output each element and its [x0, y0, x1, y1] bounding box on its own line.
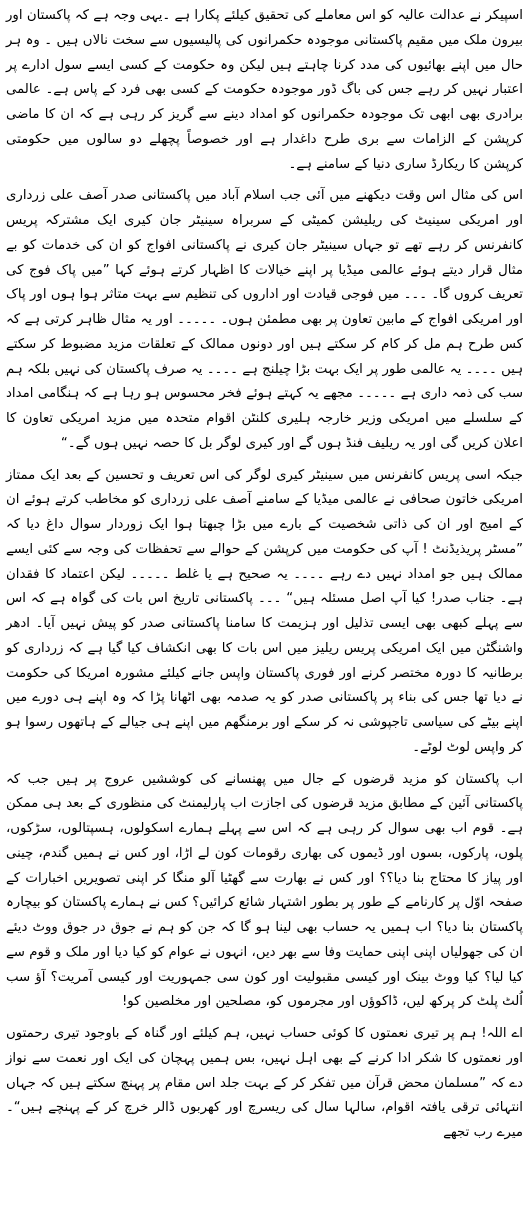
paragraph-1: اسپیکر نے عدالت عالیہ کو اس معاملے کی تحقیق کیلئے پکارا ہے ۔یہی وجہ ہے کہ پاکستان اور بیرون ملک میں مقیم پاکستانی موجودہ حکمرانوں کی پالیسیوں سے سخت نالاں ہیں ۔ وہ ہر حال میں اپنے بھائیوں کی مدد کرنا چاہتے ہیں لیکن وہ حکومت کے کسی ایسے سول ادارے پر اعتبار نہیں کر رہے جس کی باگ ڈور موجودہ حکومت کے کسی بھی فرد کے پاس ہے۔ عالمی برادری بھی ابھی تک موجودہ حکمرانوں کو امداد دینے سے گریز کر رہی ہے کہ ان کا ماضی کرپشن کے الزامات سے بری طرح داغدار ہے اور خصوصاً پچھلے دو سالوں میں حکومتی کرپشن کا ریکارڈ ساری دنیا کے سامنے ہے۔: [6, 8, 523, 172]
paragraph-3: جبکہ اسی پریس کانفرنس میں سینیٹر کیری لوگر کی اس تعریف و تحسین کے بعد ایک ممتاز امریکی خاتون صحافی نے عالمی میڈیا کے سامنے آصف علی زرداری کو مخاطب کرتے ہوئے ان کے امیج اور ان کی ذاتی شخصیت کے بارے میں بڑا چبھتا ہوا ایک زوردار سوال داغ دیا کہ ”مسٹر پریذیڈنٹ ! آپ کی حکومت میں کرپشن کے حوالے سے تحفظات کی وجہ سے کئی ایسے ممالک ہیں جو امداد نہیں دے رہے ۔۔۔۔ یہ صحیح ہے یا غلط ۔۔۔۔۔ لیکن اعتماد کا فقدان ہے۔ جناب صدر! کیا آپ اصل مسئلہ ہیں“ ۔۔۔ پاکستانی تاریخ اس بات کی گواہ ہے کہ اس سے پہلے کبھی بھی ایسی تذلیل اور ہزیمت کا سامنا پاکستانی صدر کو پیش نہیں آیا۔ ادھر واشنگٹن میں ایک امریکی پریس ریلیز میں اس بات کا بھی انکشاف کیا گیا ہے کہ زرداری کو برطانیہ کا دورہ مختصر کرنے اور فوری پاکستان واپس جانے کیلئے مشورہ امریکا کی حکومت نے دیا تھا جس کی بناء پر پاکستانی صدر کو یہ صدمہ بھی اٹھانا پڑا کہ وہ اپنے ہی دورے میں اپنے بیٹے کی سیاسی تاجپوشی نہ کر سکے اور برمنگھم میں اپنے ہی جیالے کے ہاتھوں رسوا ہو کر واپس لوٹ لوٹے۔: [6, 467, 523, 755]
paragraph-4: اب پاکستان کو مزید قرضوں کے جال میں پھنسانے کی کوششیں عروج پر ہیں جب کہ پاکستانی آئین کے مطابق مزید قرضوں کی اجازت اب پارلیمنٹ کی منظوری کے بعد ہی ممکن ہے۔ قوم اب بھی سوال کر رہی ہے کہ اس سے پہلے ہمارے اسکولوں، ہسپتالوں، سڑکوں، پلوں، پارکوں، بسوں اور ڈیموں کی بھاری رقومات کون لے اڑا، اور کس نے ہمیں گندم، چینی اور پیاز کا محتاج بنا دیا؟؟ اور کس نے بھارت سے گھٹیا آلو منگا کر اپنی تصویریں اخبارات کے صفحہ اوّل پر کارنامے کے طور پر بطور اشتہار شائع کرائیں؟ کس نے ہمارے پاکستان کو بیچارہ پاکستان بنا دیا؟ اب ہمیں یہ حساب بھی لینا ہو گا کہ جن کو ہم نے جوق در جوق ووٹ دیئے ان کی جھولیاں اپنی اپنی حمایت وفا سے بھر دیں، انہوں نے عوام کو کیا دیا اور ملک و قوم سے کیا لیا؟ کیا ووٹ بینک اور کیسی مقبولیت اور کون سی جمہوریت اور کیسی آمریت؟ آؤ سب اُلٹ پلٹ کر پرکھ لیں، ڈاکوؤں اور مجرموں کو، مصلحین اور مخلصین کو!: [6, 771, 523, 1010]
paragraph-2: اس کی مثال اس وقت دیکھنے میں آئی جب اسلام آباد میں پاکستانی صدر آصف علی زرداری اور امریکی سینیٹ کی ریلیشن کمیٹی کے سربراہ سینیٹر جان کیری ایک مشترکہ پریس کانفرنس کر رہے تھے تو جہاں سینیٹر جان کیری نے پاکستانی افواج کو ان کی خدمات کو بے مثال قرار دیتے ہوئے عالمی میڈیا پر اپنے خیالات کا اظہار کرتے ہوئے کہا ”میں پاک فوج کی تعریف کروں گا۔ ۔۔۔ میں فوجی قیادت اور اداروں کی تنظیم سے بہت متاثر ہوا ہوں اور پاک اور امریکی افواج کے مابین تعاون پر بھی مطمئن ہوں۔ ۔۔۔۔۔ اور یہ مثال ظاہر کرتی ہے کہ کس طرح ہم مل کر کام کر سکتے ہیں اور دونوں ممالک کے تعلقات مزید مضبوط کر سکتے ہیں ۔۔۔۔ یہ عالمی طور پر ایک بہت بڑا چیلنج ہے ۔۔۔۔ یہ صرف پاکستان کی نہیں بلکہ ہم سب کی ذمہ داری ہے ۔۔۔۔۔ مجھے یہ کہتے ہوئے فخر محسوس ہو رہا ہے کہ ہنگامی امداد کے سلسلے میں امریکی وزیر خارجہ ہلیری کلنٹن اقوام متحدہ میں مزید امریکی تعاون کا اعلان کریں گی اور یہ ریلیف فنڈ ہوں گے اور کیری لوگر بل کا حصہ نہیں ہوں گے۔“: [6, 188, 523, 451]
paragraph-5: اے اللہ! ہم پر تیری نعمتوں کا کوئی حساب نہیں، ہم کیلئے اور گناہ کے باوجود تیری رحمتوں اور نعمتوں کا شکر ادا کرنے کے بھی اہل نہیں، بس ہمیں پہچان کی ایک اور نعمت سے نواز دے کہ ”مسلمان محض قرآن میں تفکر کر کے بہت جلد اس مقام پر پہنچ سکتے ہیں کہ جہاں انتہائی ترقی یافتہ اقوام، سالہا سال کی ریسرچ اور کھربوں ڈالر خرچ کر کے پہنچے ہیں“۔ میرے رب تجھے: [6, 1026, 523, 1140]
